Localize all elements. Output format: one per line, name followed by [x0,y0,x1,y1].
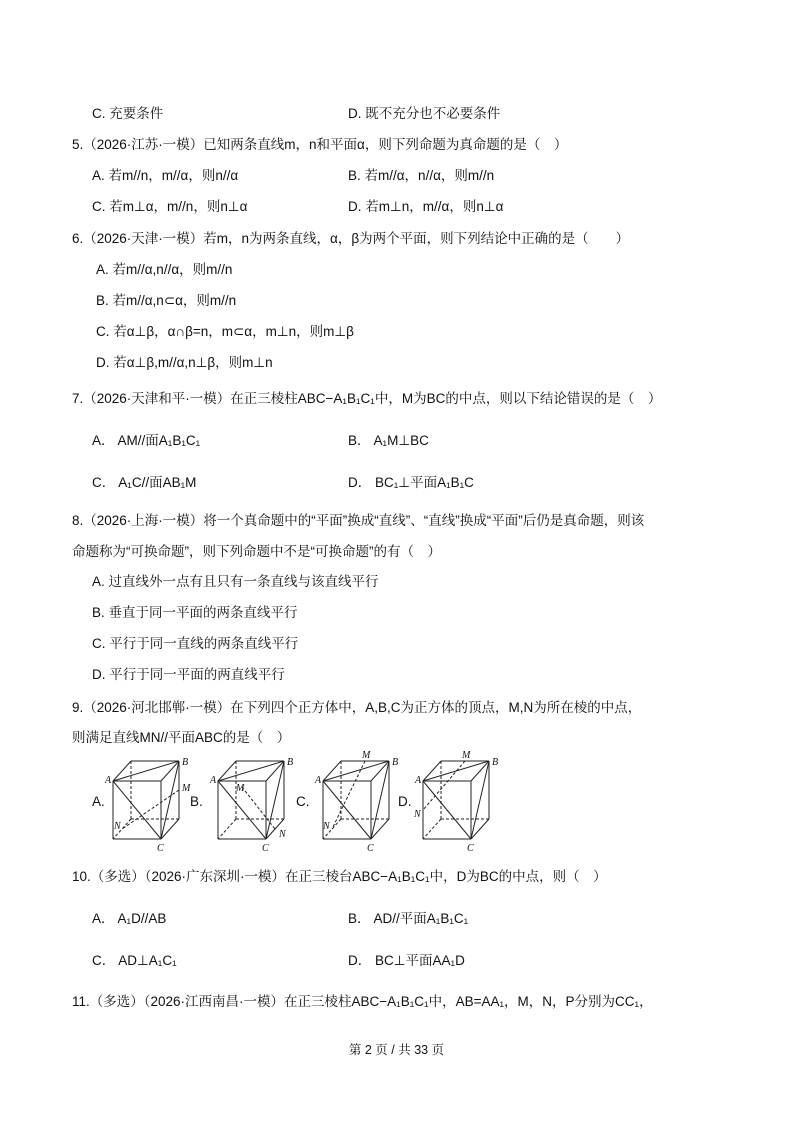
cube-figure-a [105,757,193,856]
q9-option-a-label: A. [92,794,105,809]
cube-edge [371,761,389,839]
vertex-label-c: C [367,843,374,854]
q9-stem: 9.（2026·河北邯郸·一模）在下列四个正方体中，A,B,C为正方体的顶点，M,N为所在棱的中点， [72,700,642,715]
q9-stem-cont: 则满足直线MN//平面ABC的是（ ） [72,730,291,745]
q9-option-d-label: D. [398,794,412,809]
q7-option-a: A． AM//面A₁B₁C₁ [92,433,201,448]
q5-option-c: C. 若m⊥α，m//n，则n⊥α [92,199,248,214]
vertex-label-b: B [182,757,189,768]
q6-option-b: B. 若m//α,n⊂α，则m//n [96,293,237,308]
point-label-m: M [236,783,245,794]
cube-edge [423,761,489,781]
q5-option-a: A. 若m//n，m//α，则n//α [92,168,239,183]
q8-option-a: A. 过直线外一点有且只有一条直线与该直线平行 [92,574,379,589]
cube-figure-d [414,750,503,856]
q10-stem: 10.（多选）（2026·广东深圳·一模）在正三棱台ABC−A₁B₁C₁中，D为BC的中点，则（ ） [72,869,607,884]
point-label-m: M [362,750,371,761]
vertex-label-c: C [467,843,474,854]
q6-stem: 6.（2026·天津·一模）若m，n为两条直线，α，β为两个平面，则下列结论中正确的是（ ） [72,231,630,246]
q9-option-c-label: C. [296,794,310,809]
vertex-label-a: A [105,775,112,786]
point-label-n: N [323,821,330,832]
q10-option-a: A． A₁D//AB [92,911,167,926]
q4-option-d: D. 既不充分也不必要条件 [348,106,501,121]
q8-option-d: D. 平行于同一平面的两直线平行 [92,667,285,682]
q10-option-d: D． BC⊥平面AA₁D [348,953,465,968]
vertex-label-b: B [492,757,499,768]
page-footer: 第 2 页 / 共 33 页 [348,1043,445,1057]
q8-stem-cont: 命题称为“可换命题”，则下列命题中不是“可换命题”的有（ ） [72,544,441,559]
vertex-label-a: A [415,775,422,786]
point-label-m: M [462,750,471,761]
segment-mn [423,761,465,810]
q9-option-b-label: B. [190,794,203,809]
vertex-label-a: A [210,775,217,786]
q7-option-b: B． A₁M⊥BC [348,433,429,448]
cube-figure-b [210,757,298,856]
point-label-m: M [182,783,191,794]
q4-option-c: C. 充要条件 [92,106,164,121]
hidden-edge [218,819,236,839]
cube-edge [323,761,389,781]
cube-edge [471,761,489,839]
q7-option-c: C． A₁C//面AB₁M [92,475,197,490]
vertex-label-c: C [262,843,269,854]
point-label-n: N [279,829,286,840]
q6-option-d: D. 若α⊥β,m//α,n⊥β，则m⊥n [96,355,273,370]
q6-option-c: C. 若α⊥β，α∩β=n，m⊂α，m⊥n，则m⊥β [96,324,354,339]
q10-option-c: C． AD⊥A₁C₁ [92,953,177,968]
cube-edge [161,761,179,839]
q5-option-b: B. 若m//α，n//α，则m//n [348,168,495,183]
vertex-label-b: B [287,757,294,768]
segment-mn [242,787,275,829]
vertex-label-a: A [315,775,322,786]
q7-stem: 7.（2026·天津和平·一模）在正三棱柱ABC−A₁B₁C₁中，M为BC的中点，则以下结论错误的是（ ） [72,391,662,406]
cube-edge [113,761,179,781]
q11-stem: 11.（多选）（2026·江西南昌·一模）在正三棱柱ABC−A₁B₁C₁中，AB=AA₁，M，N，P分别为CC₁， [72,994,653,1009]
vertex-label-b: B [392,757,399,768]
q10-option-b: B． AD//平面A₁B₁C₁ [348,911,469,926]
vertex-label-c: C [157,843,164,854]
q7-option-d: D． BC₁⊥平面A₁B₁C [348,475,474,490]
cube-edge [266,761,284,839]
q8-option-c: C. 平行于同一直线的两条直线平行 [92,636,299,651]
q5-stem: 5.（2026·江苏·一模）已知两条直线m，n和平面α，则下列命题为真命题的是（ ） [72,137,568,152]
segment-mn [122,790,179,829]
point-label-n: N [414,809,421,820]
q8-option-b: B. 垂直于同一平面的两条直线平行 [92,605,298,620]
hidden-edge [423,819,441,839]
q5-option-d: D. 若m⊥n，m//α，则n⊥α [348,199,504,214]
cube-figure-c [315,750,403,856]
q8-stem: 8.（2026·上海·一模）将一个真命题中的“平面”换成“直线”、“直线”换成“平面”后仍是真命题，则该 [72,513,645,528]
point-label-n: N [114,821,121,832]
q6-option-a: A. 若m//α,n//α，则m//n [96,262,233,277]
cube-edge [218,761,284,781]
